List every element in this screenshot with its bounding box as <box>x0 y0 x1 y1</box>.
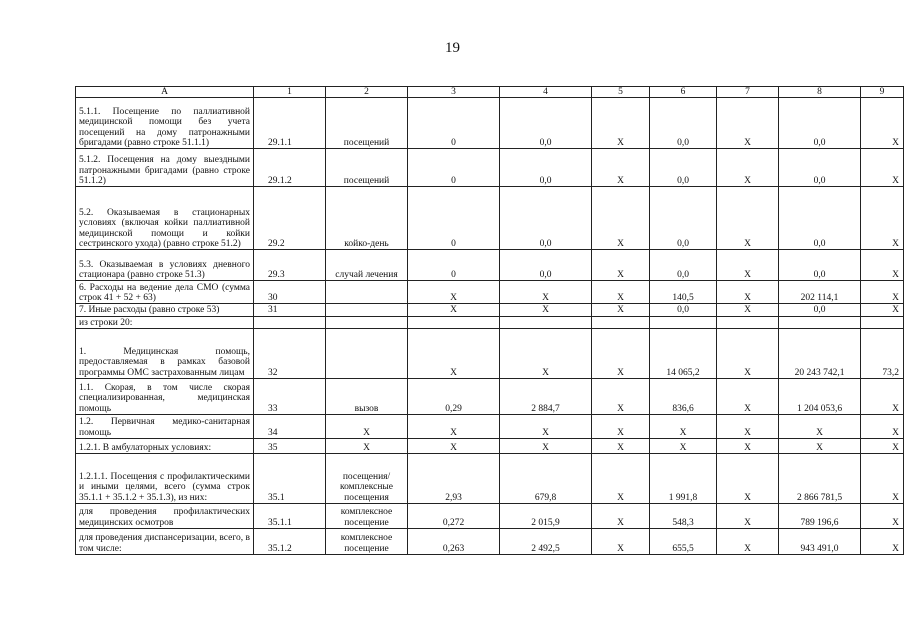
table-cell: 0,0 <box>500 98 592 149</box>
table-cell: Х <box>861 149 904 187</box>
table-cell: Х <box>650 439 717 454</box>
table-cell: 30 <box>254 281 326 304</box>
table-cell: 789 196,6 <box>779 504 861 529</box>
row-label: 7. Иные расходы (равно строке 53) <box>76 304 254 316</box>
table-row <box>76 454 904 504</box>
table-cell: Х <box>592 187 650 250</box>
table-cell: Х <box>408 415 500 439</box>
table-cell: 0,0 <box>500 149 592 187</box>
table-cell: Х <box>500 281 592 304</box>
table-cell: Х <box>592 379 650 415</box>
table-cell: 35.1.2 <box>254 529 326 555</box>
table-cell: Х <box>500 415 592 439</box>
table-cell: 20 243 742,1 <box>779 329 861 379</box>
table-cell: Х <box>861 250 904 281</box>
table-cell: 0 <box>408 250 500 281</box>
table-cell: Х <box>861 98 904 149</box>
table-cell: 0,0 <box>779 187 861 250</box>
table-cell: Х <box>717 281 779 304</box>
table-cell: Х <box>592 439 650 454</box>
table-cell: вызов <box>326 379 408 415</box>
table-cell: Х <box>592 329 650 379</box>
table-cell: Х <box>717 529 779 555</box>
table-row <box>76 316 904 328</box>
table-row <box>76 149 904 187</box>
table-cell: Х <box>717 304 779 316</box>
table-cell: Х <box>592 529 650 555</box>
row-label: для проведения диспансеризации, всего, в том числе: <box>76 529 254 555</box>
table-row <box>76 379 904 415</box>
row-label: для проведения профилактических медицинских осмотров <box>76 504 254 529</box>
table-cell: посещений <box>326 149 408 187</box>
table-cell: 0,263 <box>408 529 500 555</box>
table-cell: Х <box>861 187 904 250</box>
table-cell: Х <box>717 250 779 281</box>
row-label: 6. Расходы на ведение дела СМО (сумма строк 41 + 52 + 63) <box>76 281 254 304</box>
table-cell: 0,0 <box>650 149 717 187</box>
table-cell: Х <box>500 439 592 454</box>
table-cell <box>779 316 861 328</box>
row-label: 1. Медицинская помощь, предоставляемая в рамках базовой программы ОМС застрахованным лицам <box>76 329 254 379</box>
table-cell: 2 015,9 <box>500 504 592 529</box>
table-row <box>76 504 904 529</box>
table-cell: Х <box>592 281 650 304</box>
table-cell <box>650 316 717 328</box>
table-cell: 0,272 <box>408 504 500 529</box>
table-cell: 1 991,8 <box>650 454 717 504</box>
table-cell: 31 <box>254 304 326 316</box>
table-cell: Х <box>717 329 779 379</box>
table-cell: Х <box>861 454 904 504</box>
table-cell: Х <box>408 329 500 379</box>
table-cell: Х <box>861 281 904 304</box>
table-cell: Х <box>408 304 500 316</box>
table-cell: Х <box>861 415 904 439</box>
table-cell: 29.1.2 <box>254 149 326 187</box>
row-label: из строки 20: <box>76 316 254 328</box>
table-cell: Х <box>326 439 408 454</box>
table-cell: случай лечения <box>326 250 408 281</box>
table-cell: Х <box>592 304 650 316</box>
table-row <box>76 329 904 379</box>
table-cell: Х <box>592 415 650 439</box>
column-header-3: 3 <box>408 87 500 98</box>
table-cell <box>717 316 779 328</box>
table-cell: 0,0 <box>500 187 592 250</box>
table-cell: 73,2 <box>861 329 904 379</box>
table-cell: комплексное посещение <box>326 529 408 555</box>
table-cell: Х <box>408 439 500 454</box>
table-cell <box>326 316 408 328</box>
table-header-row <box>76 87 904 98</box>
table-cell: 679,8 <box>500 454 592 504</box>
table-cell: 35 <box>254 439 326 454</box>
table-cell: 29.2 <box>254 187 326 250</box>
table-cell <box>326 281 408 304</box>
row-label: 1.2. Первичная медико-санитарная помощь <box>76 415 254 439</box>
table-cell <box>326 329 408 379</box>
table-cell <box>861 316 904 328</box>
table-cell: 0 <box>408 98 500 149</box>
table-cell: Х <box>717 415 779 439</box>
column-header-6: 6 <box>650 87 717 98</box>
table-cell: комплексное посещение <box>326 504 408 529</box>
table-row <box>76 529 904 555</box>
table-cell: Х <box>500 304 592 316</box>
table-cell: 0,0 <box>650 250 717 281</box>
row-label: 5.3. Оказываемая в условиях дневного стационара (равно строке 51.3) <box>76 250 254 281</box>
column-header-5: 5 <box>592 87 650 98</box>
page-number: 19 <box>445 40 460 56</box>
table-cell: 0,0 <box>500 250 592 281</box>
column-header-8: 8 <box>779 87 861 98</box>
table-cell: Х <box>717 379 779 415</box>
table-cell: 2 866 781,5 <box>779 454 861 504</box>
table-cell: Х <box>650 415 717 439</box>
table-cell: Х <box>861 504 904 529</box>
table-cell: посещений <box>326 98 408 149</box>
table-cell: Х <box>717 187 779 250</box>
table-cell: Х <box>500 329 592 379</box>
table-cell: 0,0 <box>779 98 861 149</box>
table-cell: 2,93 <box>408 454 500 504</box>
table-cell: 0,0 <box>650 304 717 316</box>
column-header-4: 4 <box>500 87 592 98</box>
column-header-0: А <box>76 87 254 98</box>
table-cell: Х <box>861 529 904 555</box>
table-row <box>76 304 904 316</box>
table-cell: 548,3 <box>650 504 717 529</box>
table-cell: Х <box>779 415 861 439</box>
table-cell: 29.1.1 <box>254 98 326 149</box>
table-row <box>76 98 904 149</box>
table-cell: Х <box>717 454 779 504</box>
column-header-9: 9 <box>861 87 904 98</box>
table-cell: 14 065,2 <box>650 329 717 379</box>
table-cell: 35.1 <box>254 454 326 504</box>
table-row <box>76 439 904 454</box>
data-table <box>75 86 904 555</box>
table-cell: 202 114,1 <box>779 281 861 304</box>
table-cell <box>408 316 500 328</box>
table-row <box>76 281 904 304</box>
table-cell: 0,0 <box>779 250 861 281</box>
table-row <box>76 415 904 439</box>
table-cell: 140,5 <box>650 281 717 304</box>
table-cell: Х <box>717 98 779 149</box>
table-cell: 29.3 <box>254 250 326 281</box>
table-cell: Х <box>861 379 904 415</box>
row-label: 5.2. Оказываемая в стационарных условиях (включая койки паллиативной медицинской помощи и койки сестринского ухода) (равно строке 51.2) <box>76 187 254 250</box>
table-cell: 0,0 <box>779 304 861 316</box>
table-cell: Х <box>861 304 904 316</box>
table-cell <box>500 316 592 328</box>
table-cell: 0,0 <box>779 149 861 187</box>
table-cell: Х <box>592 250 650 281</box>
table-cell: Х <box>592 504 650 529</box>
table-cell: Х <box>326 415 408 439</box>
table-cell: Х <box>592 454 650 504</box>
column-header-2: 2 <box>326 87 408 98</box>
table-cell: Х <box>717 439 779 454</box>
table-cell: 34 <box>254 415 326 439</box>
table-cell: 836,6 <box>650 379 717 415</box>
table-cell: посещения/ комплексные посещения <box>326 454 408 504</box>
table-cell: 0,0 <box>650 187 717 250</box>
table-cell: 2 884,7 <box>500 379 592 415</box>
table-cell: Х <box>779 439 861 454</box>
table-cell: 35.1.1 <box>254 504 326 529</box>
table-cell <box>326 304 408 316</box>
row-label: 1.1. Скорая, в том числе скорая специализированная, медицинская помощь <box>76 379 254 415</box>
table-row <box>76 250 904 281</box>
table-cell: Х <box>717 149 779 187</box>
row-label: 1.2.1. В амбулаторных условиях: <box>76 439 254 454</box>
table-cell: Х <box>861 439 904 454</box>
table-cell: 0,0 <box>650 98 717 149</box>
table-cell: 1 204 053,6 <box>779 379 861 415</box>
table-cell: 32 <box>254 329 326 379</box>
table-cell <box>592 316 650 328</box>
table-cell: 0 <box>408 187 500 250</box>
table-cell: 655,5 <box>650 529 717 555</box>
table-cell: 2 492,5 <box>500 529 592 555</box>
column-header-1: 1 <box>254 87 326 98</box>
table-cell <box>254 316 326 328</box>
table-row <box>76 187 904 250</box>
column-header-7: 7 <box>717 87 779 98</box>
table-cell: Х <box>408 281 500 304</box>
row-label: 5.1.1. Посещение по паллиативной медицинской помощи без учета посещений на дому патронажными бригадами (равно строке 51.1.1) <box>76 98 254 149</box>
table-cell: койко-день <box>326 187 408 250</box>
table-cell: 943 491,0 <box>779 529 861 555</box>
table-cell: 33 <box>254 379 326 415</box>
row-label: 5.1.2. Посещения на дому выездными патронажными бригадами (равно строке 51.1.2) <box>76 149 254 187</box>
table-cell: 0,29 <box>408 379 500 415</box>
table-cell: Х <box>592 98 650 149</box>
row-label: 1.2.1.1. Посещения с профилактическими и иными целями, всего (сумма строк 35.1.1 + 35.1.2 + 35.1.3), из них: <box>76 454 254 504</box>
table-cell: 0 <box>408 149 500 187</box>
table-cell: Х <box>592 149 650 187</box>
table-cell: Х <box>717 504 779 529</box>
